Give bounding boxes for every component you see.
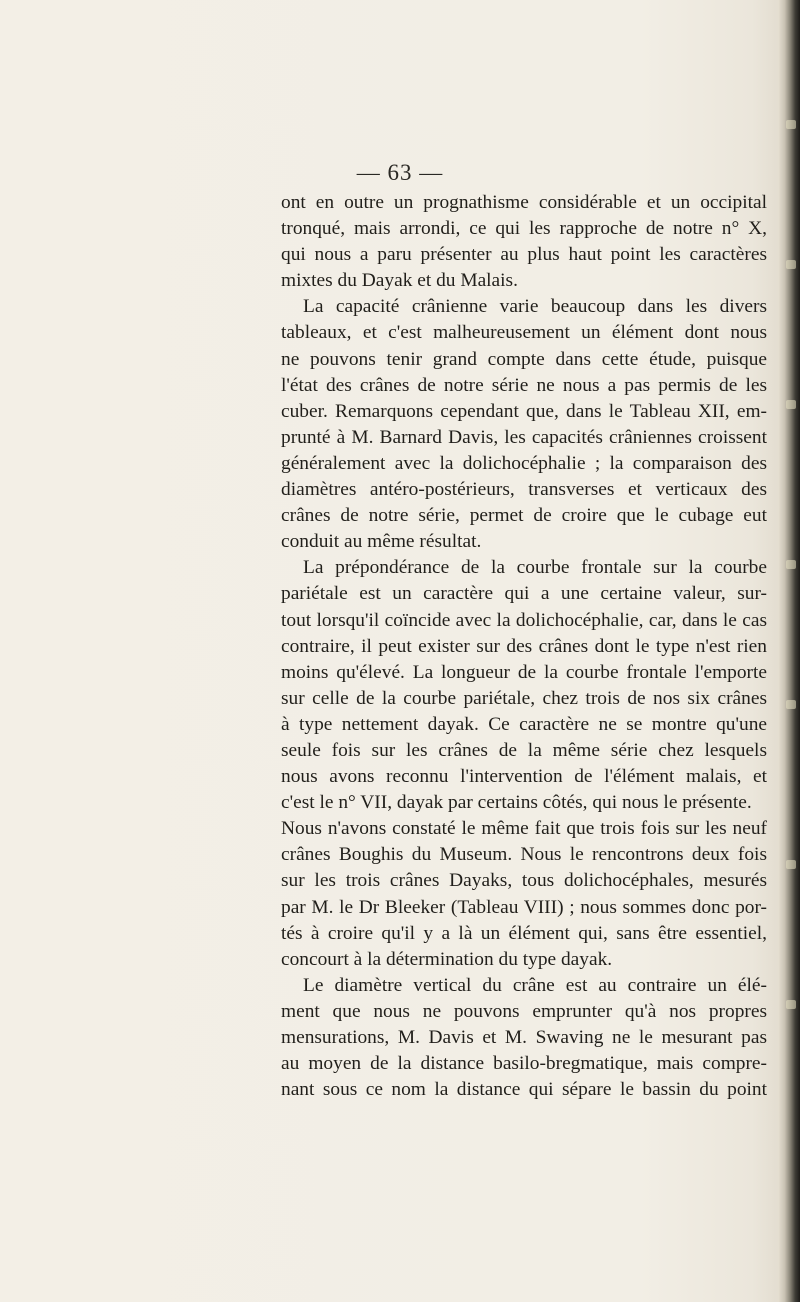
text-line: nous avons reconnu l'intervention de l'élément malais, et	[281, 766, 767, 788]
text-line: à type nettement dayak. Ce caractère ne se montre qu'une	[281, 713, 767, 735]
body-text	[281, 190, 767, 1103]
page-number-header: — 63 —	[356, 160, 444, 185]
text-line: qui nous a paru présenter au plus haut point les caractères	[281, 244, 767, 266]
page-edge-shadow	[778, 0, 800, 1302]
text-line: Nous n'avons constaté le même fait que trois fois sur les neuf	[281, 818, 767, 840]
text-line: La capacité crânienne varie beaucoup dans les divers	[303, 296, 767, 318]
text-line: La prépondérance de la courbe frontale sur la courbe	[303, 557, 767, 579]
text-line: par M. le Dr Bleeker (Tableau VIII) ; nous sommes donc por-	[281, 896, 767, 918]
text-line: crânes Boughis du Museum. Nous le rencontrons deux fois	[281, 844, 767, 866]
text-line: pariétale est un caractère qui a une certaine valeur, sur-	[281, 583, 767, 605]
text-line: concourt à la détermination du type dayak.	[281, 948, 613, 970]
text-line: sur les trois crânes Dayaks, tous dolichocéphales, mesurés	[281, 870, 767, 892]
text-line: l'état des crânes de notre série ne nous a pas permis de les	[281, 374, 767, 396]
text-line: ment que nous ne pouvons emprunter qu'à nos propres	[281, 1000, 767, 1022]
text-line: mixtes du Dayak et du Malais.	[281, 270, 518, 292]
text-line: tout lorsqu'il coïncide avec la dolichocéphalie, car, dans le cas	[281, 609, 767, 631]
text-line: seule fois sur les crânes de la même série chez lesquels	[281, 739, 767, 761]
text-line: sur celle de la courbe pariétale, chez trois de nos six crânes	[281, 687, 767, 709]
text-line: généralement avec la dolichocéphalie ; la comparaison des	[281, 452, 767, 474]
text-line: crânes de notre série, permet de croire que le cubage eut	[281, 505, 767, 527]
text-line: nant sous ce nom la distance qui sépare le bassin du point	[281, 1079, 767, 1101]
text-line: tés à croire qu'il y a là un élément qui, sans être essentiel,	[281, 922, 767, 944]
text-line: moins qu'élevé. La longueur de la courbe frontale l'emporte	[281, 661, 767, 683]
text-line: tableaux, et c'est malheureusement un élément dont nous	[281, 322, 767, 344]
text-line: ont en outre un prognathisme considérable et un occipital	[281, 192, 767, 213]
text-line: prunté à M. Barnard Davis, les capacités crâniennes croissent	[281, 426, 767, 448]
text-line: Le diamètre vertical du crâne est au contraire un élé-	[303, 974, 767, 996]
text-line: c'est le n° VII, dayak par certains côtés, qui nous le présente.	[281, 792, 752, 814]
text-line: tronqué, mais arrondi, ce qui les rapproche de notre n° X,	[281, 218, 767, 240]
text-line: conduit au même résultat.	[281, 531, 482, 553]
text-line: mensurations, M. Davis et M. Swaving ne le mesurant pas	[281, 1027, 767, 1048]
text-line: au moyen de la distance basilo-bregmatique, mais compre-	[281, 1053, 767, 1075]
text-line: contraire, il peut exister sur des crânes dont le type n'est rien	[281, 635, 767, 657]
text-line: diamètres antéro-postérieurs, transverses et verticaux des	[281, 479, 767, 501]
text-line: ne pouvons tenir grand compte dans cette étude, puisque	[281, 348, 767, 370]
text-line: cuber. Remarquons cependant que, dans le Tableau XII, em-	[281, 400, 767, 422]
